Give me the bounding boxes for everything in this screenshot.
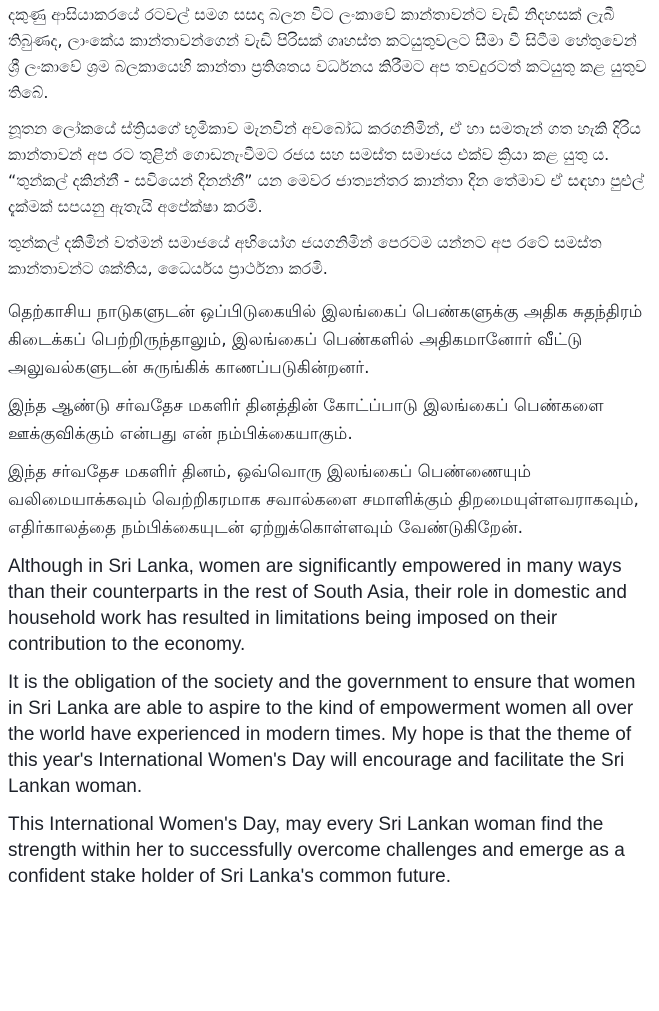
tamil-paragraph-2: இந்த ஆண்டு சர்வதேச மகளிர் தினத்தின் கோட்ப்பாடு இலங்கைப் பெண்களை ஊக்குவிக்கும் என்பது என் நம்பிக்கையாகும். [8,396,604,444]
english-paragraph-2: It is the obligation of the society and the government to ensure that women in Sri Lanka are able to aspire to the kind of empowerment women all over the world have experienced in modern times. My hope is that the theme of this year's International Women's Day will encourage and facilitate the Sri Lankan woman. [8,672,636,797]
english-section [8,552,653,890]
sinhala-paragraph-1: දකුණු ආසියාකරයේ රටවල් සමග සසදා බලන විට ලංකාවේ කාන්තාවන්ට වැඩි නිදහසක් ලැබී තිබුණද, ලාංකේය කාන්තාවන්ගෙන් වැඩි පිරිසක් ගෘහස්ත කටයුතුවලට සීමා වී සිටීම හේතුවෙන් ශ්‍රී ලංකාවේ ශ්‍රම බලකායෙහි කාන්තා ප්‍රතිශතය වර්ධනය කිරීමට අප තවදුරටත් කටයුතු කළ යුතුව තිබේ. [8,5,647,102]
tamil-paragraph-3: இந்த சர்வதேச மகளிர் தினம், ஒவ்வொரு இலங்கைப் பெண்ணையும் வலிமையாக்கவும் வெற்றிகரமாக சவால்களை சமாளிக்கும் திறமையுள்ளவராகவும், எதிர்காலத்தை நம்பிக்கையுடன் ஏற்றுக்கொள்ளவும் வேண்டுகிறேன். [8,462,639,538]
english-paragraph-1: Although in Sri Lanka, women are significantly empowered in many ways than their counterparts in the rest of South Asia, their role in domestic and household work has resulted in limitations being imposed on their contribution to the economy. [8,556,627,655]
sinhala-paragraph-3: තුන්කල් දකිමින් වත්මන් සමාජයේ අභියෝග ජයගනිමින් පෙරටම යන්නට අප රටේ සමස්ත කාන්තාවන්ට ශක්තිය, ධෛර්යය ප්‍රාර්ථනා කරමි. [8,233,602,278]
tamil-paragraph-1: தெற்காசிய நாடுகளுடன் ஒப்பிடுகையில் இலங்கைப் பெண்களுக்கு அதிக சுதந்திரம் கிடைக்கப் பெற்றிருந்தாலும், இலங்கைப் பெண்களில் அதிகமானோர் வீட்டு அலுவல்களுடன் சுருங்கிக் காணப்படுகின்றனர். [8,302,643,378]
english-paragraph-3: This International Women's Day, may every Sri Lankan woman find the strength within her to successfully overcome challenges and emerge as a confident stake holder of Sri Lanka's common future. [8,814,625,887]
sinhala-paragraph-2: නූතන ලෝකයේ ස්ත්‍රියගේ භූමිකාව මැනවින් අවබෝධ කරගනිමින්, ඒ හා සමතැන් ගත හැකි දිරිය කාන්තාවන් අප රට තුළින් ගොඩනැංවීමට රජය සහ සමස්ත සමාජය එක්ව ක්‍රියා කළ යුතු ය. “තුන්කල් දකින්නී - සවියෙන් දිනන්නී” යන මෙවර ජාත්‍යන්තර කාන්තා දින තේමාව ඒ සඳහා පුළුල් දැක්මක් සපයනු ඇතැයි අපේක්ෂා කරමි. [8,119,645,216]
sinhala-section [8,0,653,282]
tamil-section [8,292,653,542]
